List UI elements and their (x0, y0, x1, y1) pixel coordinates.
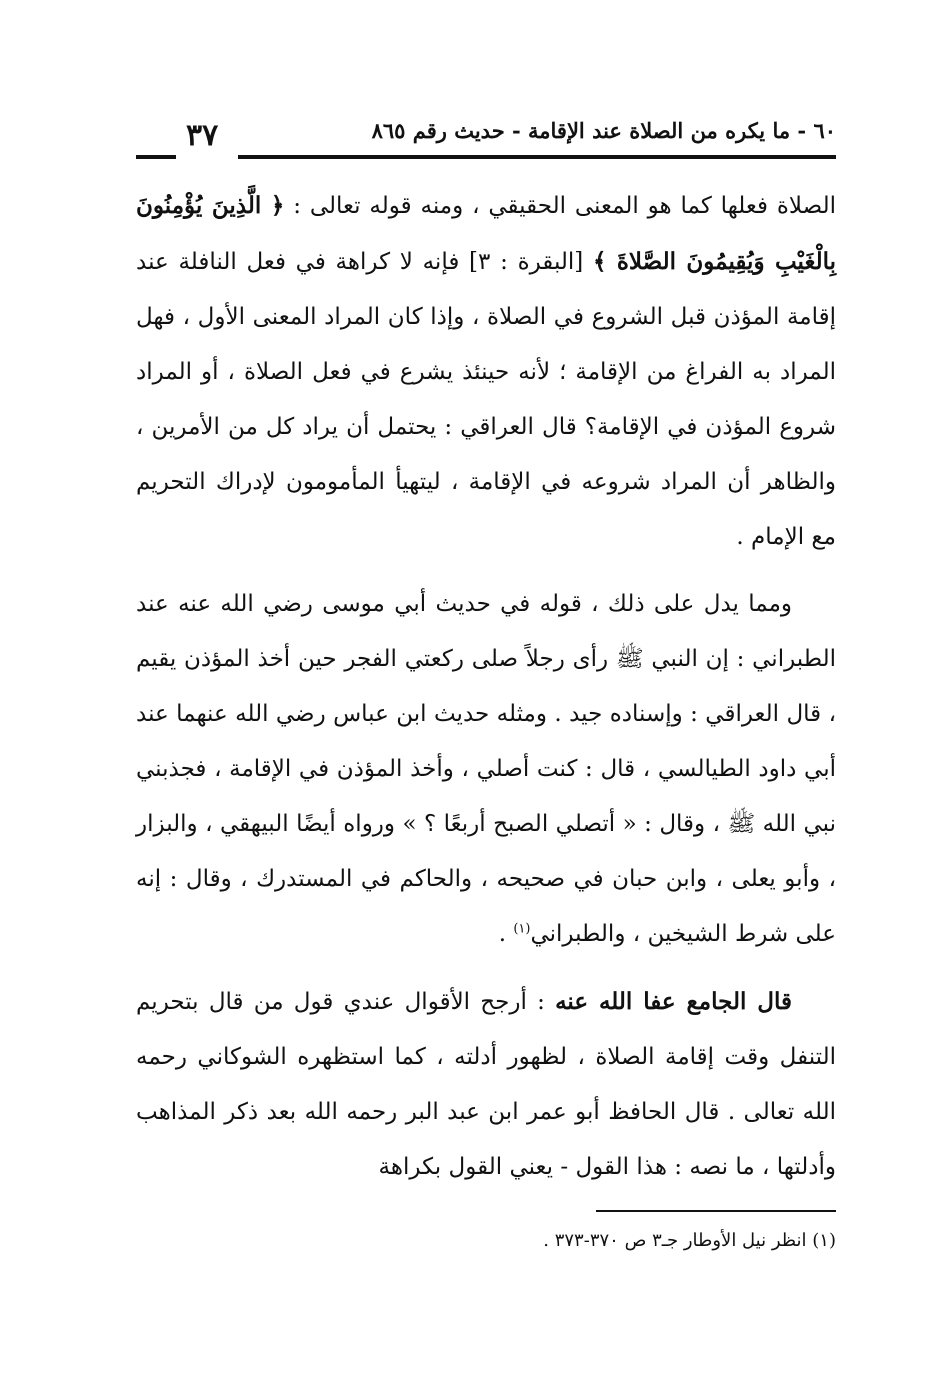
page-number: ٣٧ (186, 118, 219, 153)
body-text (136, 178, 836, 1207)
quran-verse: ﴿ الَّذِينَ يُؤْمِنُونَ بِالْغَيْبِ وَيُقِيمُونَ الصَّلاةَ ﴾ (136, 192, 837, 275)
text-segment: الصلاة فعلها كما هو المعنى الحقيقي ، ومنه قوله تعالى : (284, 193, 836, 219)
footnote: (١) انظر نيل الأوطار جـ٣ ص ٣٧٠-٣٧٣ . (543, 1230, 836, 1251)
page-number-rule (136, 155, 176, 159)
author-remark-heading: قال الجامع عفا الله عنه (555, 988, 792, 1015)
header-rule (238, 155, 836, 159)
paragraph-2 (136, 577, 836, 962)
running-header (136, 118, 836, 162)
header-title: ٦٠ - ما يكره من الصلاة عند الإقامة - حديث رقم ٨٦٥ (371, 118, 836, 143)
footnote-reference: (١) (513, 921, 531, 937)
text-segment: : أرجح الأقوال عندي قول من قال بتحريم التنفل وقت إقامة الصلاة ، لظهور أدلته ، كما استظهره الشوكاني رحمه الله تعالى . قال الحافظ أبو عمر ابن عبد البر رحمه الله بعد ذكر المذاهب وأدلتها ، ما نصه : هذا القول - يعني القول بكراهة (136, 989, 836, 1180)
text-segment: [البقرة : ٣] فإنه لا كراهة في فعل النافلة عند إقامة المؤذن قبل الشروع في الصلاة ، وإذا كان المراد المعنى الأول ، فهل المراد به الفراغ من الإقامة ؛ لأنه حينئذ يشرع في فعل الصلاة ، أو المراد شروع المؤذن في الإقامة؟ قال العراقي : يحتمل أن يراد كل من الأمرين ، والظاهر أن المراد شروعه في الإقامة ، ليتهيأ المأمومون لإدراك التحريم مع الإمام . (136, 249, 836, 550)
paragraph-1 (136, 178, 836, 565)
paragraph-3 (136, 974, 836, 1195)
text-segment: ومما يدل على ذلك ، قوله في حديث أبي موسى رضي الله عنه عند الطبراني : إن النبي ﷺ رأى رجلاً صلى ركعتي الفجر حين أخذ المؤذن يقيم ، قال العراقي : وإسناده جيد . ومثله حديث ابن عباس رضي الله عنهما عند أبي داود الطيالسي ، قال : كنت أصلي ، وأخذ المؤذن في الإقامة ، فجذبني نبي الله ﷺ ، وقال : « أتصلي الصبح أربعًا ؟ » ورواه أيضًا البيهقي ، والبزار ، وأبو يعلى ، وابن حبان في صحيحه ، والحاكم في المستدرك ، وقال : إنه على شرط الشيخين ، والطبراني (136, 591, 836, 947)
footnote-rule (596, 1210, 836, 1212)
text-segment: . (498, 921, 514, 947)
